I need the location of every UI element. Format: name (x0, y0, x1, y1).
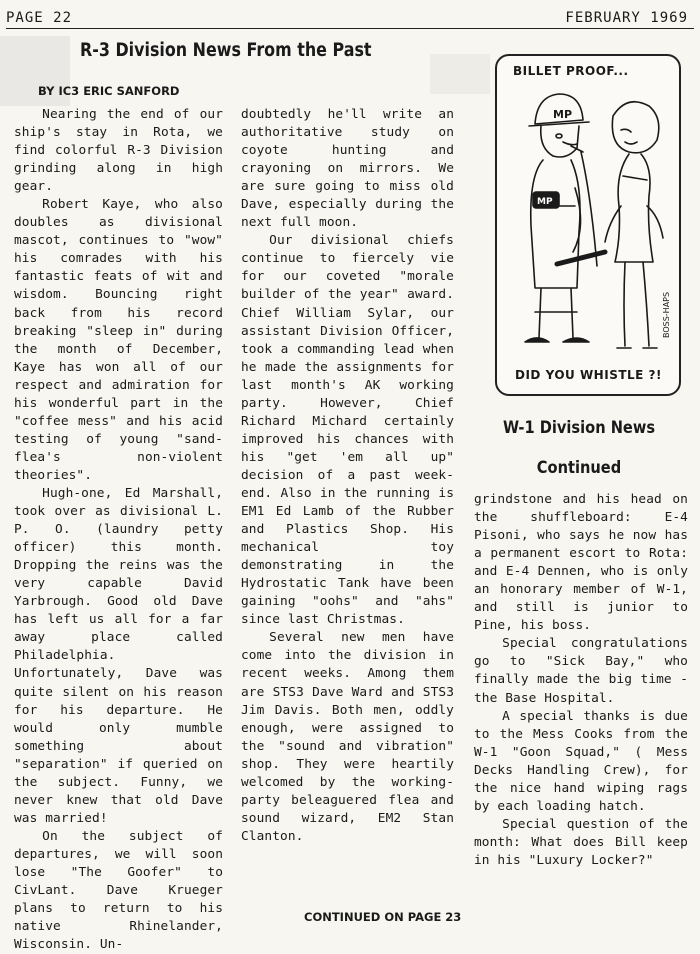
article-column-1 (14, 106, 223, 954)
paragraph: grindstone and his head on the shuffleboard: E-4 Pisoni, who says he now has a permanent escort to Rota: and E-4 Dennen, who is only an honorary member of W-1, and still is junior to Pine, his boss. (474, 492, 688, 634)
paragraph: A special thanks is due to the Mess Cooks from the W-1 "Goon Squad," ( Mess Decks Handling Crew), for the nice hand wiping rags by each loading hatch. (474, 708, 688, 814)
paragraph: On the subject of departures, we will soon lose "The Goofer" to CivLant. Dave Krueger plans to return to his native Rhinelander, Wisconsin. Un- (14, 828, 223, 953)
paragraph: doubtedly he'll write an authoritative study on coyote hunting and crayoning on mirrors. We are sure going to miss old Dave, especially during the next full moon. (241, 107, 454, 231)
cartoon-caption-bottom: DID YOU WHISTLE ?! (515, 368, 662, 382)
article-title: R-3 Division News From the Past (80, 40, 372, 61)
page-header (6, 8, 694, 29)
cartoon-helmet-label: MP (553, 108, 573, 121)
paragraph: Special congratulations go to "Sick Bay," who finally made the big time - the Base Hospital. (474, 636, 688, 706)
page-number: PAGE 22 (6, 10, 73, 26)
sidebar-title: W-1 Division News (502, 418, 656, 438)
cartoon-caption-top: BILLET PROOF... (513, 64, 629, 78)
article-byline: BY IC3 ERIC SANFORD (38, 84, 180, 98)
paragraph: Our divisional chiefs continue to fiercely vie for our coveted "morale builder of the year" award. Chief William Sylar, our assistant Division Officer, took a commanding lead when he made the assignments for last month's AK working party. However, Chief Richard Michard certainly improved his chances with his "get 'em all up" decision of a past week-end. Also in the running is EM1 Ed Lamb of the Rubber and Plastics Shop. His mechanical toy demonstrating in the Hydrostatic Tank have been gaining "oohs" and "ahs" since last Christmas. (241, 233, 454, 628)
article-column-2 (241, 106, 454, 846)
continued-notice: CONTINUED ON PAGE 23 (304, 910, 462, 924)
sidebar-subtitle: Continued (536, 458, 622, 478)
paragraph: Robert Kaye, who also doubles as divisional mascot, continues to "wow" his comrades with his fantastic feats of wit and wisdom. Bouncing right back from his record breaking "sleep in" during the month of December, Kaye has won all of our respect and admiration for his wonderful part in the "coffee mess" and his acid testing of young "sand-flea's non-violent theories". (14, 197, 223, 483)
issue-date: FEBRUARY 1969 (565, 10, 688, 26)
paragraph: Several new men have come into the division in recent weeks. Among them are STS3 Dave Ward and STS3 Jim Davis. Both men, oddly enough, were assigned to the "sound and vibration" shop. They were heartily welcomed by the working-party beleaguered flea and sound wizard, EM2 Stan Clanton. (241, 630, 454, 844)
sidebar-column (474, 491, 688, 870)
cartoon-signature: BOSS-HAPS (662, 291, 671, 338)
cartoon-armband-label: MP (537, 197, 553, 207)
paragraph: Special question of the month: What does Bill keep in his "Luxury Locker?" (474, 816, 688, 868)
cartoon-panel (495, 54, 681, 396)
show-through-block-right (430, 54, 490, 94)
cartoon-drawing (497, 56, 679, 394)
paragraph: Nearing the end of our ship's stay in Rota, we find colorful R-3 Division grinding along in high gear. (14, 107, 223, 195)
paragraph: Hugh-one, Ed Marshall, took over as divisional L. P. O. (laundry petty officer) this month. Dropping the reins was the very capable David Yarbrough. Good old Dave has left us all for a far away place called Philadelphia. Unfortunately, Dave was quite silent on his reason for his departure. He would only mumble something about "separation" if queried on the subject. Funny, we never knew that old Dave was married! (14, 485, 223, 826)
